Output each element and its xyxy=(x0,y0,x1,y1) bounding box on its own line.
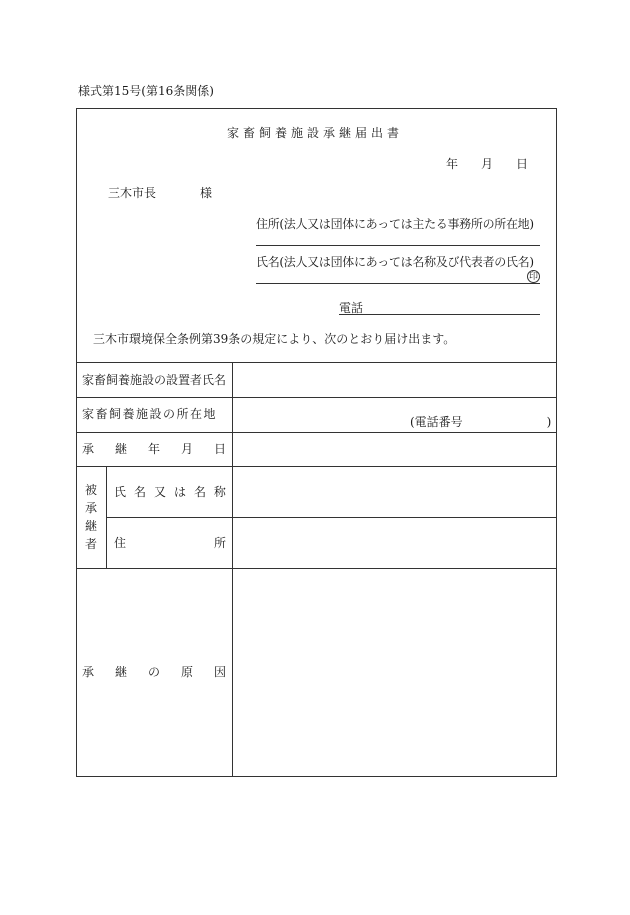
predecessor-name-label-char: 名 xyxy=(193,485,206,499)
predecessor-address-label-char: 住 xyxy=(114,536,127,550)
predecessor-label-char: 者 xyxy=(84,537,97,551)
succession-reason-label-char: 因 xyxy=(213,665,226,679)
succession-date-label-char: 承 xyxy=(82,442,95,456)
address-label: 住所(法人又は団体にあっては主たる事務所の所在地) xyxy=(256,217,534,231)
location-label: 家畜飼養施設の所在地 xyxy=(82,407,218,421)
table-rule xyxy=(76,362,557,363)
succession-reason-label-char: の xyxy=(147,665,160,679)
name-line xyxy=(256,283,540,284)
succession-date-field[interactable] xyxy=(234,434,555,465)
location-field[interactable] xyxy=(234,399,555,431)
date-month: 月 xyxy=(481,157,494,171)
addressee-mayor: 三木市長 xyxy=(108,186,157,200)
predecessor-name-field[interactable] xyxy=(234,468,555,516)
owner-name-field[interactable] xyxy=(234,364,555,396)
predecessor-address-field[interactable] xyxy=(234,519,555,567)
succession-date-label xyxy=(82,443,226,455)
table-rule xyxy=(76,466,557,467)
predecessor-name-label-char: 称 xyxy=(213,485,226,499)
addressee-honorific: 様 xyxy=(200,186,213,200)
table-rule xyxy=(76,568,557,569)
succession-date-label-char: 日 xyxy=(213,442,226,456)
date-day: 日 xyxy=(516,157,529,171)
predecessor-label-char: 被 xyxy=(84,483,97,497)
table-rule xyxy=(76,397,557,398)
phone-label: 電話 xyxy=(339,301,364,315)
predecessor-label-char: 継 xyxy=(84,519,97,533)
owner-name-label: 家畜飼養施設の設置者氏名 xyxy=(82,373,227,387)
succession-date-label-char: 継 xyxy=(114,442,127,456)
predecessor-label xyxy=(84,484,98,550)
predecessor-name-label-char: 又 xyxy=(153,485,166,499)
form-number: 様式第15号(第16条関係) xyxy=(78,84,214,98)
predecessor-name-label-char: 氏 xyxy=(114,485,127,499)
succession-reason-field[interactable] xyxy=(234,570,555,775)
form-title: 家畜飼養施設承継届出書 xyxy=(226,126,403,140)
table-divider xyxy=(232,362,233,777)
predecessor-name-label-char: は xyxy=(173,485,186,499)
phone-line xyxy=(339,314,540,315)
predecessor-address-label xyxy=(114,537,226,549)
succession-reason-label-char: 原 xyxy=(180,665,193,679)
statement-text: 三木市環境保全条例第39条の規定により、次のとおり届け出ます。 xyxy=(93,332,456,346)
predecessor-name-label xyxy=(114,486,226,498)
table-rule xyxy=(106,517,557,518)
address-line xyxy=(256,245,540,246)
date-year: 年 xyxy=(446,157,459,171)
succession-reason-label-char: 継 xyxy=(114,665,127,679)
table-rule xyxy=(76,432,557,433)
succession-date-label-char: 月 xyxy=(180,442,193,456)
seal-mark: 印 xyxy=(528,272,538,282)
name-label: 氏名(法人又は団体にあっては名称及び代表者の氏名) xyxy=(256,255,534,269)
succession-date-label-char: 年 xyxy=(147,442,160,456)
succession-reason-label xyxy=(82,666,226,678)
predecessor-address-label-char: 所 xyxy=(213,536,226,550)
predecessor-label-char: 承 xyxy=(84,501,97,515)
succession-reason-label-char: 承 xyxy=(82,665,95,679)
table-divider xyxy=(106,466,107,568)
phone-number-note: (電話番号 ) xyxy=(410,415,552,429)
predecessor-name-label-char: 名 xyxy=(133,485,146,499)
